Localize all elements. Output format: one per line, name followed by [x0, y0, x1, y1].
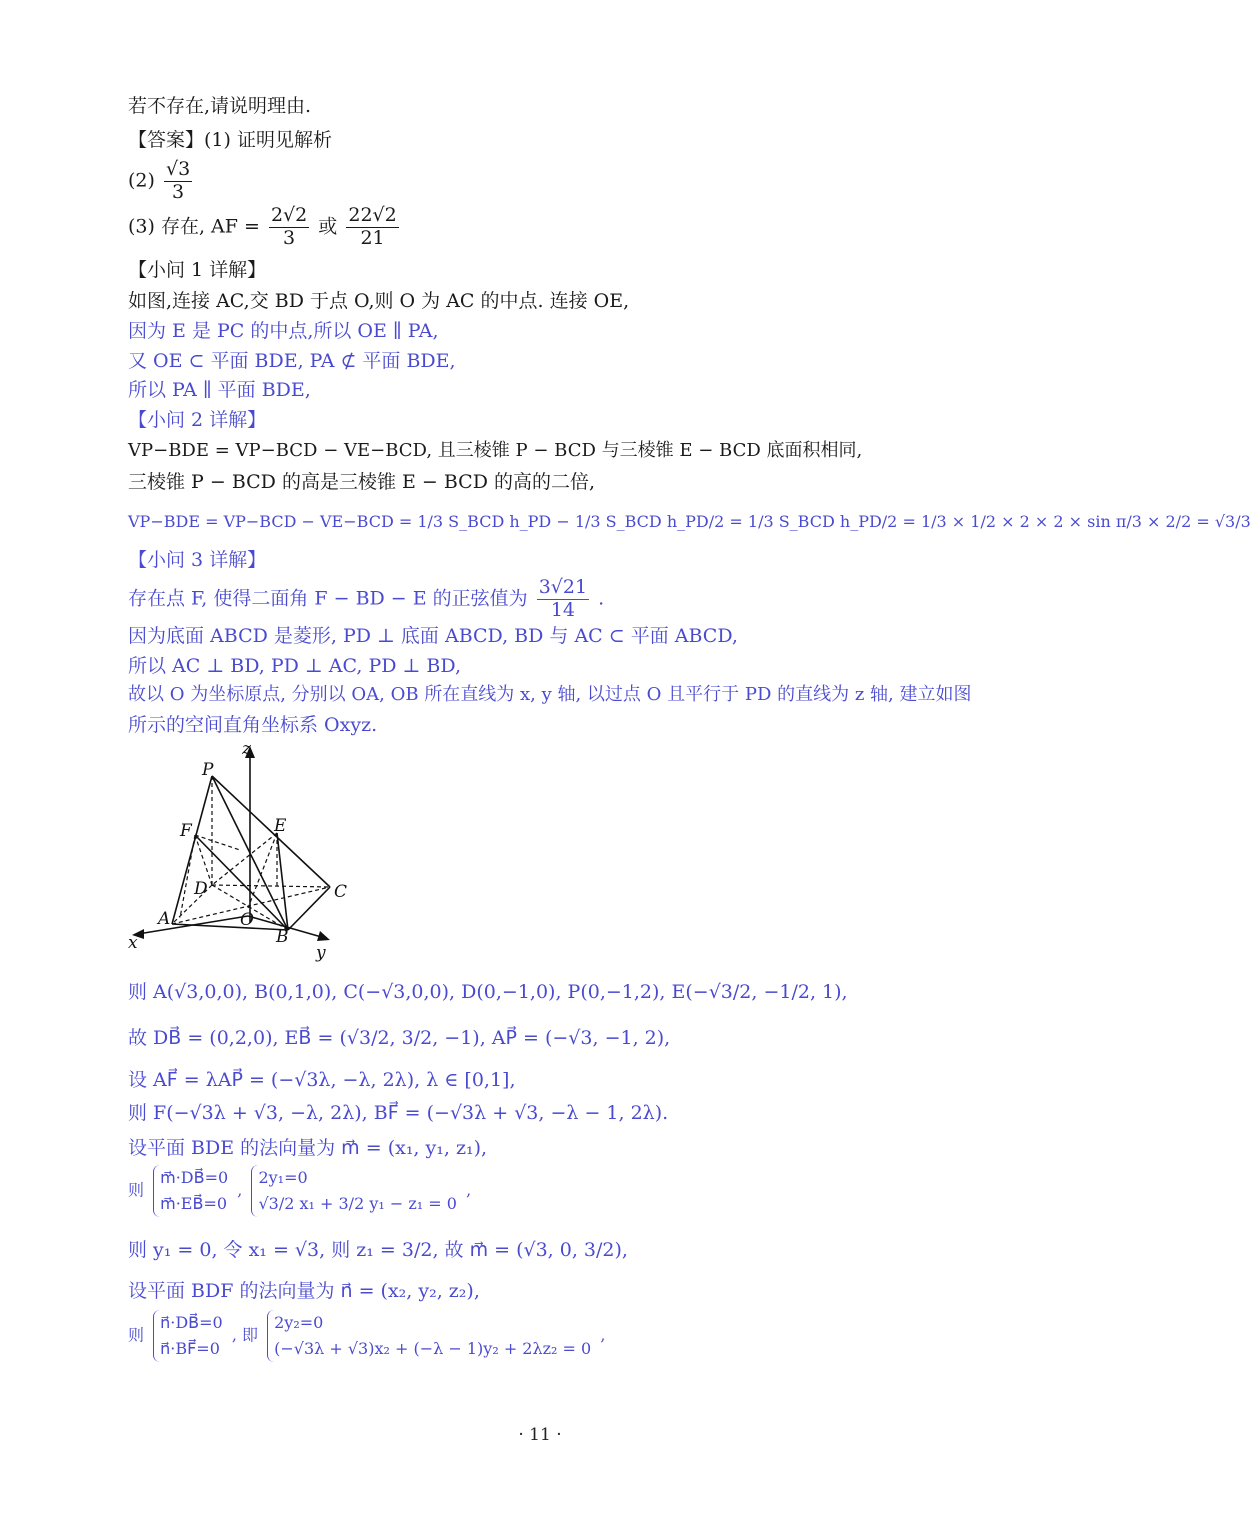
fraction: [537, 578, 589, 621]
answer-heading: 【答案】(1) 证明见解析: [128, 129, 332, 151]
label-B: B: [276, 927, 289, 947]
label-O: O: [240, 910, 254, 930]
fraction-denominator: 21: [360, 226, 385, 249]
text-segment: 则: [128, 1180, 145, 1200]
text-line: 又 OE ⊂ 平面 BDE, PA ⊄ 平面 BDE,: [128, 350, 456, 372]
edge-EB: [277, 833, 288, 930]
text-segment: ,: [466, 1180, 472, 1200]
label-E: E: [274, 816, 287, 836]
answer-2: [128, 160, 1020, 203]
edge-FD: [195, 835, 212, 885]
text-line: 设平面 BDF 的法向量为 n⃗ = (x₂, y₂, z₂),: [128, 1280, 480, 1302]
section-heading-3: 【小问 3 详解】: [128, 549, 267, 571]
label-x: x: [128, 933, 138, 953]
label-y: y: [316, 943, 326, 963]
answer-3: [128, 206, 1020, 249]
text-line: 则 F(−√3λ + √3, −λ, 2λ), BF⃗ = (−√3λ + √3, −λ − 1, 2λ).: [128, 1102, 669, 1124]
equation: n⃗·BF⃗=0: [160, 1339, 220, 1358]
section-heading-2: 【小问 2 详解】: [128, 409, 267, 431]
fraction-numerator: 22√2: [348, 204, 397, 226]
text-line: 所示的空间直角坐标系 Oxyz.: [128, 714, 378, 736]
equation: (−√3λ + √3)x₂ + (−λ − 1)y₂ + 2λz₂ = 0: [274, 1339, 592, 1358]
fraction-denominator: 3: [283, 226, 296, 249]
edge-DC: [212, 885, 330, 887]
answer-3-label: (3) 存在, AF =: [128, 215, 260, 238]
text-line: 设平面 BDE 的法向量为 m⃗ = (x₁, y₁, z₁),: [128, 1137, 488, 1159]
label-A: A: [158, 909, 171, 929]
system-bde: [128, 1165, 1020, 1217]
equation: n⃗·DB⃗=0: [160, 1313, 223, 1332]
y-axis-arrow: [317, 931, 330, 941]
fraction-numerator: 3√21: [538, 576, 588, 598]
label-C: C: [334, 882, 348, 902]
text-line: 若不存在,请说明理由.: [128, 95, 312, 117]
equation: 2y₁=0: [258, 1168, 308, 1187]
section-heading-1: 【小问 1 详解】: [128, 259, 267, 281]
text-segment: 则: [128, 1325, 145, 1345]
text-line: 设 AF⃗ = λAP⃗ = (−√3λ, −λ, 2λ), λ ∈ [0,1],: [128, 1069, 516, 1091]
text-segment: ,: [237, 1180, 243, 1200]
equation: √3/2 x₁ + 3/2 y₁ − z₁ = 0: [258, 1194, 457, 1213]
equation: m⃗·EB⃗=0: [160, 1194, 228, 1213]
text-segment: , 即: [231, 1325, 259, 1345]
fraction: [346, 206, 398, 249]
label-z: z: [242, 739, 251, 759]
equation: m⃗·DB⃗=0: [160, 1168, 229, 1187]
fraction-numerator: √3: [165, 158, 191, 180]
fraction-denominator: 14: [550, 598, 575, 621]
text-line: 所以 PA ∥ 平面 BDE,: [128, 379, 311, 401]
page-number: · 11 ·: [518, 1425, 562, 1445]
text-line: 故 DB⃗ = (0,2,0), EB⃗ = (√3/2, 3/2, −1), AP⃗ = (−√3, −1, 2),: [128, 1027, 671, 1049]
geometry-figure: [120, 738, 360, 968]
text-line: [128, 578, 1020, 621]
text-segment: .: [598, 587, 605, 610]
text-line: 三棱锥 P − BCD 的高是三棱锥 E − BCD 的高的二倍,: [128, 471, 596, 493]
equation-system: [153, 1310, 223, 1362]
fraction: [164, 160, 192, 203]
fraction: [269, 206, 309, 249]
fraction-denominator: 3: [172, 180, 185, 203]
text-line: 则 A(√3,0,0), B(0,1,0), C(−√3,0,0), D(0,−1,0), P(0,−1,2), E(−√3/2, −1/2, 1),: [128, 981, 848, 1003]
text-segment: ,: [600, 1325, 606, 1345]
equation-system: [267, 1310, 591, 1362]
text-line: 所以 AC ⊥ BD, PD ⊥ AC, PD ⊥ BD,: [128, 655, 461, 677]
equation-system: [251, 1165, 457, 1217]
text-line: 如图,连接 AC,交 BD 于点 O,则 O 为 AC 的中点. 连接 OE,: [128, 290, 630, 312]
equation: 2y₂=0: [274, 1313, 324, 1332]
answer-2-label: (2): [128, 169, 155, 192]
text-line: 故以 O 为坐标原点, 分别以 OA, OB 所在直线为 x, y 轴, 以过点 O 且平行于 PD 的直线为 z 轴, 建立如图: [128, 684, 972, 705]
system-bdf: [128, 1310, 1020, 1362]
text-segment: 存在点 F, 使得二面角 F − BD − E 的正弦值为: [128, 587, 528, 610]
text-line: 因为底面 ABCD 是菱形, PD ⊥ 底面 ABCD, BD 与 AC ⊂ 平面 ABCD,: [128, 625, 738, 647]
edge-EO: [248, 833, 277, 908]
volume-equation: VP−BDE = VP−BCD − VE−BCD = 1/3 S_BCD h_PD − 1/3 S_BCD h_PD/2 = 1/3 S_BCD h_PD/2 = 1/3 × 1/2 × 2 × 2 × sin π/3 × 2/2 = √3/3: [128, 512, 1251, 531]
or-text: 或: [318, 215, 338, 238]
label-F: F: [180, 821, 192, 841]
label-D: D: [194, 879, 208, 899]
text-line: 因为 E 是 PC 的中点,所以 OE ∥ PA,: [128, 320, 439, 342]
edge-BC: [288, 887, 330, 930]
text-line: 则 y₁ = 0, 令 x₁ = √3, 则 z₁ = 3/2, 故 m⃗ = (√3, 0, 3/2),: [128, 1239, 628, 1261]
text-line: VP−BDE = VP−BCD − VE−BCD, 且三棱锥 P − BCD 与三棱锥 E − BCD 底面积相同,: [128, 440, 863, 461]
equation-system: [153, 1165, 228, 1217]
fraction-numerator: 2√2: [270, 204, 308, 226]
edge-AB: [172, 924, 288, 930]
label-P: P: [202, 760, 214, 780]
